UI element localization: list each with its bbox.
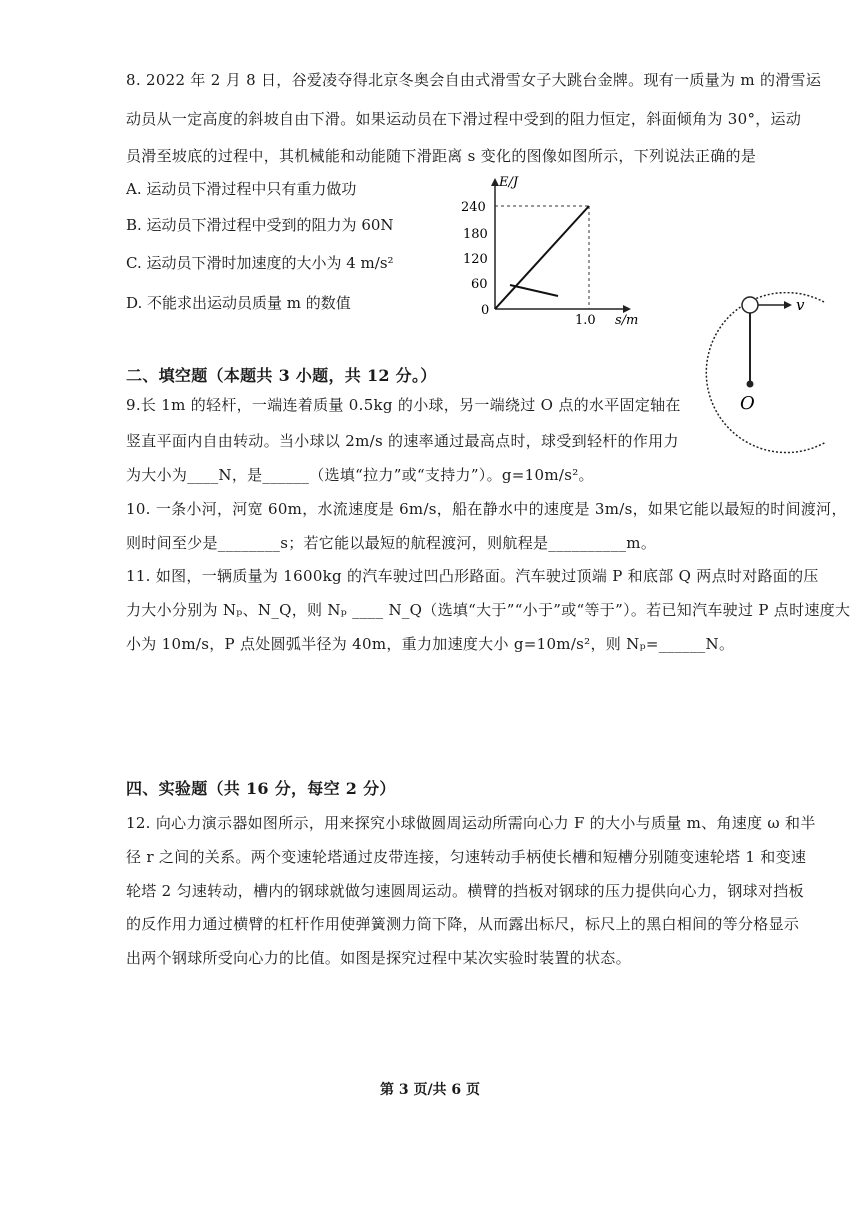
- q8-option-b: B. 运动员下滑过程中受到的阻力为 60N: [126, 216, 394, 234]
- q12-line-2: 径 r 之间的关系。两个变速轮塔通过皮带连接，匀速转动手柄使长槽和短槽分别随变速轮塔 1 和变速: [126, 848, 807, 866]
- y-tick-120: 120: [463, 252, 488, 267]
- q9-line-2: 竖直平面内自由转动。当小球以 2m/s 的速率通过最高点时，球受到轻杆的作用力: [126, 432, 679, 450]
- energy-distance-graph: [455, 172, 655, 332]
- q8-line-2: 动员从一定高度的斜坡自由下滑。如果运动员在下滑过程中受到的阻力恒定，斜面倾角为 30°，运动: [126, 110, 802, 128]
- q11-line-1: 11. 如图，一辆质量为 1600kg 的汽车驶过凹凸形路面。汽车驶过顶端 P 和底部 Q 两点时对路面的压: [126, 567, 819, 585]
- kinetic-energy-line: [495, 206, 589, 309]
- rod-circle-figure: [664, 292, 860, 462]
- circular-path: [706, 293, 826, 453]
- x-axis-arrow: [623, 305, 631, 313]
- velocity-label: v: [796, 296, 805, 314]
- q8-line-3: 员滑至坡底的过程中，其机械能和动能随下滑距离 s 变化的图像如图所示，下列说法正确的是: [126, 147, 757, 165]
- pivot-point: [747, 381, 754, 388]
- q11-line-3: 小为 10m/s，P 点处圆弧半径为 40m，重力加速度大小 g=10m/s²，则 Nₚ=______N。: [126, 635, 735, 653]
- q10-line-2: 则时间至少是________s；若它能以最短的航程渡河，则航程是__________m。: [126, 534, 657, 552]
- section-2-heading: 二、填空题（本题共 3 小题，共 12 分。）: [126, 366, 437, 385]
- y-tick-0: 0: [481, 303, 490, 318]
- ball: [742, 297, 758, 313]
- mechanical-energy-line: [510, 285, 558, 296]
- q12-line-4: 的反作用力通过横臂的杠杆作用使弹簧测力筒下降，从而露出标尺，标尺上的黑白相间的等分格显示: [126, 915, 800, 933]
- q8-line-1: 8. 2022 年 2 月 8 日，谷爱凌夺得北京冬奥会自由式滑雪女子大跳台金牌。现有一质量为 m 的滑雪运: [126, 71, 822, 89]
- q12-line-3: 轮塔 2 匀速转动，槽内的钢球就做匀速圆周运动。横臂的挡板对钢球的压力提供向心力，钢球对挡板: [126, 882, 804, 900]
- y-axis-label: E/J: [499, 175, 519, 190]
- y-tick-60: 60: [471, 277, 488, 292]
- y-tick-240: 240: [461, 200, 486, 215]
- q8-option-c: C. 运动员下滑时加速度的大小为 4 m/s²: [126, 254, 394, 272]
- y-axis-arrow: [491, 178, 499, 186]
- page-number: 第 3 页/共 6 页: [379, 1082, 481, 1098]
- q8-option-a: A. 运动员下滑过程中只有重力做功: [126, 180, 357, 198]
- q12-line-5: 出两个钢球所受向心力的比值。如图是探究过程中某次实验时装置的状态。: [126, 949, 631, 967]
- q10-line-1: 10. 一条小河，河宽 60m，水流速度是 6m/s，船在静水中的速度是 3m/s，如果它能以最短的时间渡河，: [126, 500, 847, 518]
- q9-line-1: 9.长 1m 的轻杆，一端连着质量 0.5kg 的小球，另一端绕过 O 点的水平固定轴在: [126, 396, 681, 414]
- q12-line-1: 12. 向心力演示器如图所示，用来探究小球做圆周运动所需向心力 F 的大小与质量 m、角速度 ω 和半: [126, 814, 816, 832]
- q11-line-2: 力大小分别为 Nₚ、N_Q，则 Nₚ ____ N_Q（选填“大于”“小于”或“等于”）。若已知汽车驶过 P 点时速度大: [126, 601, 851, 619]
- velocity-arrowhead: [784, 301, 792, 309]
- x-tick-1: 1.0: [575, 313, 596, 328]
- y-tick-180: 180: [463, 227, 488, 242]
- pivot-label: O: [740, 393, 755, 414]
- q8-option-d: D. 不能求出运动员质量 m 的数值: [126, 294, 351, 312]
- section-4-heading: 四、实验题（共 16 分，每空 2 分）: [126, 779, 396, 798]
- x-axis-label: s/m: [615, 313, 639, 328]
- q9-line-3: 为大小为____N，是______（选填“拉力”或“支持力”）。g=10m/s²。: [126, 466, 594, 484]
